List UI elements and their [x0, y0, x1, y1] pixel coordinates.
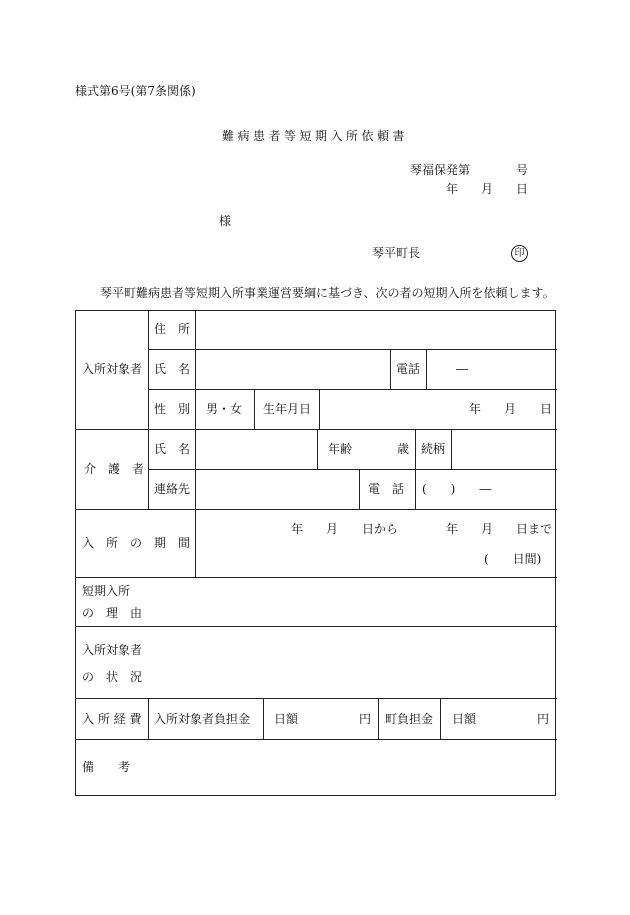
caregiver-contact-label: 連絡先 — [154, 482, 191, 496]
caregiver-relation-label: 続柄 — [421, 442, 446, 456]
caregiver-age-unit: 歳 — [397, 442, 410, 456]
period-from-year: 年 — [291, 522, 304, 536]
reason-label-line1: 短期入所 — [82, 584, 131, 598]
period-to-month: 月 — [481, 522, 494, 536]
request-form-table — [75, 310, 556, 796]
subject-birth-day: 日 — [540, 402, 553, 416]
subject-birthdate-label: 生年月日 — [263, 402, 312, 416]
caregiver-name-label: 氏 名 — [154, 442, 191, 456]
subject-burden-label: 入所対象者負担金 — [154, 712, 251, 726]
period-to-year: 年 — [446, 522, 459, 536]
cost-label: 入 所 経 費 — [82, 712, 142, 726]
form-number: 様式第6号(第7条関係) — [75, 84, 196, 98]
subject-phone-dash: ― — [456, 362, 468, 376]
document-title: 難病患者等短期入所依頼書 — [222, 129, 409, 143]
reason-label-line2: の 理 由 — [82, 606, 143, 620]
subject-birth-year: 年 — [469, 402, 482, 416]
condition-label-line1: 入所対象者 — [82, 643, 143, 657]
date-day: 日 — [516, 182, 529, 196]
period-days: ( 日間) — [484, 552, 542, 566]
subject-name-label: 氏 名 — [154, 362, 191, 376]
intro-text: 琴平町難病患者等短期入所事業運営要綱に基づき、次の者の短期入所を依頼します。 — [100, 286, 555, 300]
town-daily-label: 日額 — [452, 712, 477, 726]
remarks-label: 備 考 — [82, 760, 131, 774]
period-to-day: 日まで — [516, 522, 553, 536]
caregiver-phone-label: 電 話 — [368, 482, 405, 496]
caregiver-section-label: 介 護 者 — [84, 462, 145, 476]
subject-sex-label: 性 別 — [154, 402, 191, 416]
date-year: 年 — [446, 182, 459, 196]
addressee-suffix: 様 — [219, 214, 232, 228]
subject-birth-month: 月 — [504, 402, 517, 416]
period-from-day: 日から — [362, 522, 399, 536]
town-yen-unit: 円 — [537, 712, 550, 726]
period-from-month: 月 — [326, 522, 339, 536]
caregiver-phone-format: ( ) ― — [422, 482, 492, 496]
condition-label-line2: の 状 況 — [82, 670, 143, 684]
subject-phone-label: 電話 — [396, 362, 421, 376]
period-label: 入 所 の 期 間 — [82, 536, 191, 550]
subject-yen-unit: 円 — [359, 712, 372, 726]
subject-sex-options: 男・女 — [206, 402, 243, 416]
date-month: 月 — [481, 182, 494, 196]
subject-address-label: 住 所 — [154, 322, 191, 336]
subject-daily-label: 日額 — [274, 712, 299, 726]
doc-number-suffix: 号 — [516, 163, 529, 177]
town-burden-label: 町負担金 — [385, 712, 434, 726]
seal-mark: 印 — [511, 245, 528, 262]
caregiver-age-label: 年齢 — [328, 442, 353, 456]
subject-section-label: 入所対象者 — [82, 362, 143, 376]
doc-number-prefix: 琴福保発第 — [410, 163, 471, 177]
sender-name: 琴平町長 — [372, 246, 421, 260]
